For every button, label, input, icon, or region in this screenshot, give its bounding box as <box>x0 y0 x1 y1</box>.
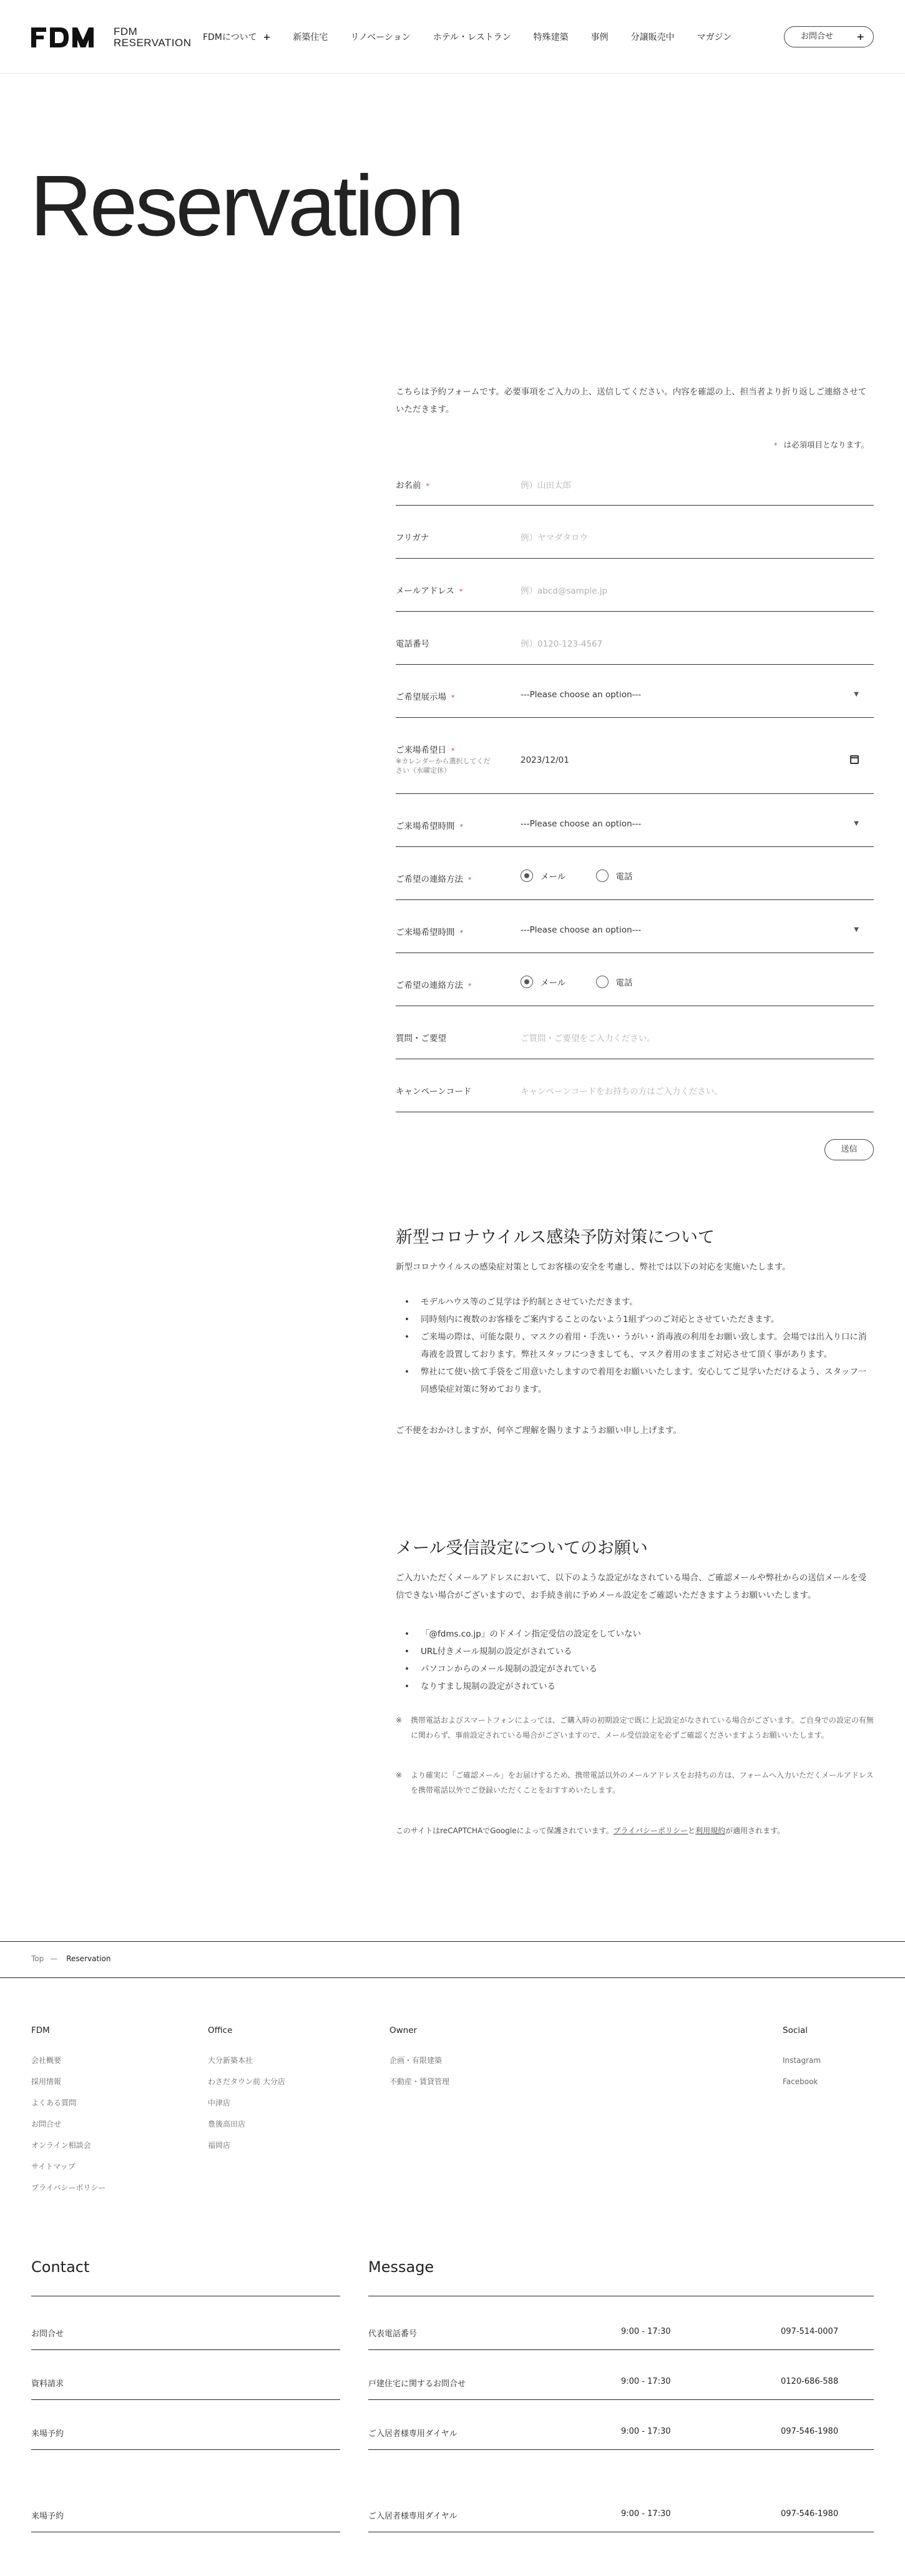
radio-email-label: メール <box>541 978 566 988</box>
radio-dot <box>596 976 609 988</box>
mail-list <box>404 1625 874 1695</box>
covid-title: 新型コロナウイルス感染予防対策について <box>396 1228 715 1247</box>
phone-label: 電話番号 <box>396 639 429 649</box>
required-note-text: は必須項目となります。 <box>783 440 869 449</box>
radio-dot <box>596 869 609 882</box>
email-label-text: メールアドレス <box>396 586 454 596</box>
main-nav <box>203 31 754 43</box>
form-row-date <box>396 718 874 794</box>
divider <box>31 2349 340 2350</box>
form-row-furigana <box>396 506 874 559</box>
covid-list <box>404 1293 874 1398</box>
venue-select[interactable]: ---Please choose an option--- <box>521 690 642 700</box>
footer-col-fdm <box>31 2020 105 2198</box>
form-row-question <box>396 1006 874 1059</box>
logo-subtitle <box>114 26 192 49</box>
required-mark: * <box>468 876 472 884</box>
message-row-hours: 9:00 - 17:30 <box>621 2377 671 2386</box>
list-item: • ご来場の際は、可能な限り、マスクの着用・手洗い・うがい・消毒液の利用をお願い致します。会場では出入り口に消毒液を設置しております。弊社スタッフにつきましても、マスク着用のままご対応させて頂く事があります。 <box>404 1328 874 1363</box>
furigana-label: フリガナ <box>396 533 429 543</box>
list-item: • 「@fdms.co.jp」のドメイン指定受信の設定をしていない <box>404 1625 874 1643</box>
nav-magazine[interactable]: マガジン <box>697 32 732 42</box>
breadcrumb <box>31 1954 110 1963</box>
covid-lead: 新型コロナウイルスの感染症対策としてお客様の安全を考慮し、弊社では以下の対応を実施いたします。 <box>396 1262 791 1272</box>
nav-hotel-restaurant[interactable]: ホテル・レストラン <box>433 32 511 42</box>
footer-col-owner <box>389 2020 449 2092</box>
footer-link[interactable]: オンライン相談会 <box>31 2141 91 2150</box>
contact-method-label <box>396 872 472 884</box>
required-mark: * <box>459 929 463 937</box>
mail-lead: ご入力いただくメールアドレスにおいて、以下のような設定がなされている場合、ご確認メールや弊社からの送信メールを受信できない場合がございますので、お手続き前に予めメール設定をご確認いただきますようお願いいたします。 <box>396 1573 867 1600</box>
contact-link-visit[interactable]: 来場予約 <box>31 2429 64 2439</box>
footer-col-social <box>783 2020 821 2092</box>
message-row-hours: 9:00 - 17:30 <box>621 2427 671 2436</box>
time-label-text: ご来場希望時間 <box>396 928 455 938</box>
venue-label-text: ご希望展示場 <box>396 692 446 702</box>
nav-for-sale[interactable]: 分譲販売中 <box>630 32 675 42</box>
footer-col-heading: Social <box>783 2025 808 2035</box>
logo-line-2: RESERVATION <box>114 37 192 49</box>
message-row-tel[interactable]: 0120-686-588 <box>781 2377 839 2386</box>
radio-email-label: メール <box>541 872 566 882</box>
divider <box>31 2399 340 2400</box>
date-label <box>396 743 455 755</box>
form-row-time-2 <box>396 900 874 953</box>
divider <box>0 1941 905 1942</box>
mail-title: メール受信設定についてのお願い <box>396 1539 648 1558</box>
covid-closing: ご不便をおかけしますが、何卒ご理解を賜りますようお願い申し上げます。 <box>396 1426 682 1436</box>
contact-heading: Contact <box>31 2258 90 2276</box>
name-input[interactable]: 例）山田太郎 <box>521 481 571 491</box>
plus-icon: + <box>263 32 271 42</box>
contact-link-inquiry[interactable]: お問合せ <box>31 2329 64 2339</box>
email-input[interactable]: 例）abcd@sample.jp <box>521 586 608 596</box>
page-title: Reservation <box>30 158 462 254</box>
calendar-icon[interactable] <box>850 755 859 764</box>
phone-input[interactable]: 例）0120-123-4567 <box>521 639 603 649</box>
form-row-email <box>396 559 874 612</box>
message-row-tel[interactable]: 097-546-1980 <box>781 2427 839 2436</box>
plus-icon: + <box>856 31 864 42</box>
list-item: • URL付きメール規制の設定がされている <box>404 1643 874 1660</box>
instagram-link[interactable]: Instagram <box>783 2056 821 2065</box>
time-label <box>396 925 463 938</box>
recaptcha-suffix: が適用されます。 <box>725 1826 785 1835</box>
nav-cases[interactable]: 事例 <box>590 32 609 42</box>
mail-note <box>396 1713 874 1743</box>
contact-method-radios <box>521 869 660 884</box>
required-mark: * <box>459 823 463 831</box>
required-mark: * <box>451 747 455 755</box>
form-row-venue <box>396 665 874 718</box>
note-text: 携帯電話およびスマートフォンによっては、ご購入時の初期設定で既に上記設定がなされている場合がございます。ご自身での設定の有無に関わらず、事前設定されている場合がございますので、メール受信設定を必ずご確認くださいますようお願いいたします。 <box>411 1716 874 1740</box>
time-label-text: ご来場希望時間 <box>396 821 455 831</box>
contact-method-radios <box>521 976 660 991</box>
footer-link[interactable]: 豊後高田店 <box>208 2120 246 2128</box>
contact-method-label-text: ご希望の連絡方法 <box>396 874 463 884</box>
divider <box>0 1977 905 1978</box>
form-row-contact-method-1 <box>396 847 874 900</box>
note-mark: ※ <box>396 1771 403 1780</box>
footer-link[interactable]: 中津店 <box>208 2099 231 2107</box>
form-row-campaign <box>396 1059 874 1112</box>
message-row-hours: 9:00 - 17:30 <box>621 2509 671 2519</box>
nav-about-label: FDMについて <box>203 32 257 42</box>
date-label-text: ご来場希望日 <box>396 745 446 755</box>
required-mark: * <box>774 441 778 449</box>
question-textarea[interactable]: ご質問・ご要望をご入力ください。 <box>521 1034 655 1044</box>
recaptcha-text: このサイトはreCAPTCHAでGoogleによって保護されています。 <box>396 1826 614 1835</box>
footer-link[interactable]: 企画・有限建築 <box>389 2056 443 2065</box>
footer-link[interactable]: 不動産・賃貸管理 <box>389 2077 450 2086</box>
breadcrumb-separator: — <box>50 1954 58 1963</box>
footer-link[interactable]: 大分新築本社 <box>208 2056 253 2065</box>
campaign-input[interactable]: キャンペーンコードをお持ちの方はご入力ください。 <box>521 1087 723 1097</box>
radio-dot-selected <box>521 976 533 988</box>
radio-email[interactable] <box>521 869 565 882</box>
chevron-down-icon: ▼ <box>854 820 859 827</box>
contact-link-brochure[interactable]: 資料請求 <box>31 2379 64 2389</box>
mail-note <box>396 1768 874 1798</box>
list-item: • モデルハウス等のご見学は予約制とさせていただきます。 <box>404 1293 874 1311</box>
nav-new-homes[interactable]: 新築住宅 <box>293 32 328 42</box>
contact-method-label <box>396 978 472 991</box>
form-intro: こちらは予約フォームです。必要事項をご入力の上、送信してください。内容を確認の上、担当者より折り返しご連絡させていただきます。 <box>396 387 867 414</box>
radio-phone[interactable] <box>596 869 633 882</box>
message-row-name: ご入居者様専用ダイヤル <box>368 2429 457 2439</box>
message-row-hours: 9:00 - 17:30 <box>621 2327 671 2336</box>
footer-link[interactable]: わさだタウン前 大分店 <box>208 2077 285 2086</box>
recaptcha-and: と <box>688 1826 696 1835</box>
message-row-name: ご入居者様専用ダイヤル <box>368 2512 457 2521</box>
message-row-name: 戸建住宅に関するお問合せ <box>368 2379 466 2389</box>
required-note <box>774 439 869 450</box>
question-label: 質問・ご要望 <box>396 1034 446 1044</box>
date-input[interactable]: 2023/12/01 <box>521 755 569 765</box>
required-mark: * <box>451 693 455 702</box>
radio-dot-selected <box>521 869 533 882</box>
site-header <box>0 0 905 74</box>
footer-link[interactable]: 会社概要 <box>31 2056 62 2065</box>
radio-phone[interactable] <box>596 976 633 988</box>
list-item: • なりすまし規制の設定がされている <box>404 1678 874 1695</box>
time-select[interactable]: ---Please choose an option--- <box>521 925 642 935</box>
radio-email[interactable] <box>521 976 565 988</box>
message-row-tel[interactable]: 097-514-0007 <box>781 2327 839 2336</box>
list-item: • パソコンからのメール規制の設定がされている <box>404 1660 874 1678</box>
divider <box>368 2349 874 2350</box>
submit-button[interactable]: 送信 <box>824 1139 874 1160</box>
venue-label <box>396 690 455 702</box>
logo-line-1: FDM <box>114 26 138 37</box>
footer-col-office <box>208 2020 285 2156</box>
required-mark: * <box>459 587 463 595</box>
form-row-phone <box>396 612 874 665</box>
header-contact-label: お問合せ <box>801 32 834 41</box>
required-mark: * <box>468 982 472 990</box>
list-item: • 弊社にて使い捨て手袋をご用意いたしますので着用をお願いいたします。安心してご見学いただけるよう、スタッフ一同感染症対策に努めております。 <box>404 1363 874 1398</box>
breadcrumb-current: Reservation <box>66 1954 111 1963</box>
date-hint: ※カレンダーから選択してください（水曜定休） <box>396 757 491 775</box>
facebook-link[interactable]: Facebook <box>783 2077 818 2086</box>
footer-link[interactable]: 福岡店 <box>208 2141 231 2150</box>
footer-col-heading: FDM <box>31 2025 50 2035</box>
message-heading: Message <box>368 2258 434 2276</box>
name-label <box>396 478 429 491</box>
campaign-label: キャンペーンコード <box>396 1087 472 1097</box>
divider <box>368 2399 874 2400</box>
footer-link[interactable]: お問合せ <box>31 2120 62 2128</box>
chevron-down-icon: ▼ <box>854 691 859 698</box>
terms-link[interactable]: 利用規約 <box>695 1826 726 1835</box>
footer-col-heading: Owner <box>389 2025 418 2035</box>
divider <box>31 2449 340 2450</box>
header-contact-button[interactable] <box>784 26 874 47</box>
list-item: • 同時刻内に複数のお客様をご案内することのないよう1組ずつのご対応とさせていただきます。 <box>404 1311 874 1328</box>
footer-link[interactable]: サイトマップ <box>31 2162 76 2171</box>
breadcrumb-top[interactable]: Top <box>31 1954 44 1963</box>
footer-link[interactable]: プライバシーポリシー <box>31 2183 106 2192</box>
nav-renovation[interactable]: リノベーション <box>350 32 411 42</box>
privacy-policy-link[interactable]: プライバシーポリシー <box>613 1826 688 1835</box>
required-mark: * <box>426 482 429 490</box>
nav-special-architecture[interactable]: 特殊建築 <box>533 32 569 42</box>
contact-method-label-text: ご希望の連絡方法 <box>396 981 463 991</box>
form-row-name <box>396 464 874 506</box>
note-mark: ※ <box>396 1716 403 1725</box>
radio-phone-label: 電話 <box>615 872 633 882</box>
note-text: より確実に「ご確認メール」をお届けするため、携帯電話以外のメールアドレスをお持ちの方は、フォームへ入力いただくメールアドレスを携帯電話以外でご登録いただくことをおすすめいたします。 <box>411 1771 874 1795</box>
contact-link-visit[interactable]: 来場予約 <box>31 2512 64 2521</box>
message-row-tel[interactable]: 097-546-1980 <box>781 2509 839 2519</box>
footer-link[interactable]: よくある質問 <box>31 2099 77 2107</box>
nav-about[interactable] <box>203 31 270 43</box>
name-label-text: お名前 <box>396 481 421 491</box>
form-row-contact-method-2 <box>396 953 874 1006</box>
divider <box>368 2449 874 2450</box>
footer-col-heading: Office <box>208 2025 233 2035</box>
chevron-down-icon: ▼ <box>854 926 859 933</box>
time-select[interactable]: ---Please choose an option--- <box>521 819 642 829</box>
time-label <box>396 819 463 831</box>
radio-phone-label: 電話 <box>615 978 633 988</box>
footer-link[interactable]: 採用情報 <box>31 2077 62 2086</box>
form-row-time-1 <box>396 794 874 847</box>
furigana-input[interactable]: 例）ヤマダタロウ <box>521 533 588 543</box>
recaptcha-notice <box>396 1825 785 1836</box>
fdm-logo[interactable] <box>31 27 94 47</box>
message-row-name: 代表電話番号 <box>368 2329 418 2339</box>
email-label <box>396 584 462 596</box>
